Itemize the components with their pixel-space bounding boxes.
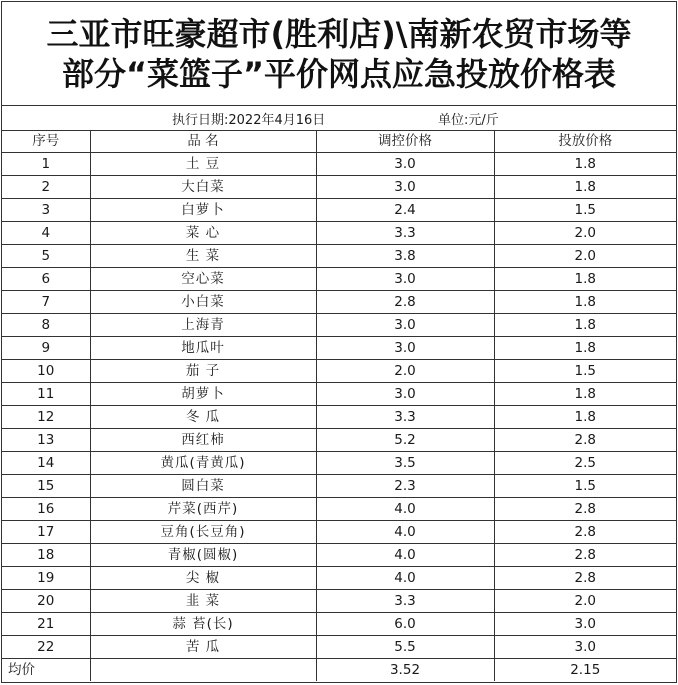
table-row <box>2 291 676 314</box>
price-table <box>2 131 676 681</box>
row-name: 白萝卜 <box>90 199 316 222</box>
table-row <box>2 429 676 452</box>
row-release-price: 1.5 <box>494 199 676 222</box>
row-index: 16 <box>2 498 90 521</box>
table-row <box>2 199 676 222</box>
table-row <box>2 153 676 176</box>
row-release-price: 2.8 <box>494 498 676 521</box>
row-index: 11 <box>2 383 90 406</box>
row-release-price: 2.0 <box>494 245 676 268</box>
average-row <box>2 659 676 682</box>
table-row <box>2 636 676 659</box>
table-row <box>2 360 676 383</box>
row-release-price: 2.8 <box>494 521 676 544</box>
row-release-price: 1.8 <box>494 291 676 314</box>
row-name: 豆角(长豆角) <box>90 521 316 544</box>
table-row <box>2 222 676 245</box>
row-release-price: 2.0 <box>494 590 676 613</box>
row-release-price: 1.8 <box>494 176 676 199</box>
row-index: 1 <box>2 153 90 176</box>
row-control-price: 3.0 <box>316 176 494 199</box>
row-index: 2 <box>2 176 90 199</box>
row-name: 圆白菜 <box>90 475 316 498</box>
row-control-price: 2.4 <box>316 199 494 222</box>
row-control-price: 3.0 <box>316 337 494 360</box>
row-name: 茄 子 <box>90 360 316 383</box>
average-control-price: 3.52 <box>316 659 494 682</box>
row-release-price: 2.8 <box>494 429 676 452</box>
table-row <box>2 567 676 590</box>
row-control-price: 3.0 <box>316 268 494 291</box>
row-release-price: 1.8 <box>494 406 676 429</box>
table-row <box>2 544 676 567</box>
average-blank <box>90 659 316 682</box>
header-index: 序号 <box>2 131 90 153</box>
header-name: 品 名 <box>90 131 316 153</box>
row-name: 芹菜(西芹) <box>90 498 316 521</box>
row-control-price: 3.3 <box>316 406 494 429</box>
row-control-price: 3.3 <box>316 222 494 245</box>
row-control-price: 4.0 <box>316 498 494 521</box>
table-body <box>2 153 676 682</box>
row-release-price: 2.8 <box>494 567 676 590</box>
row-index: 19 <box>2 567 90 590</box>
table-header-row <box>2 131 676 153</box>
row-name: 小白菜 <box>90 291 316 314</box>
row-index: 4 <box>2 222 90 245</box>
row-name: 生 菜 <box>90 245 316 268</box>
meta-bar <box>2 106 676 131</box>
average-release-price: 2.15 <box>570 662 601 678</box>
row-control-price: 3.5 <box>316 452 494 475</box>
row-name: 空心菜 <box>90 268 316 291</box>
row-index: 9 <box>2 337 90 360</box>
row-index: 13 <box>2 429 90 452</box>
row-release-price: 1.5 <box>494 475 676 498</box>
row-name: 上海青 <box>90 314 316 337</box>
row-index: 20 <box>2 590 90 613</box>
row-release-price: 1.8 <box>494 337 676 360</box>
row-name: 黄瓜(青黄瓜) <box>90 452 316 475</box>
row-name: 尖 椒 <box>90 567 316 590</box>
row-index: 5 <box>2 245 90 268</box>
row-name: 韭 菜 <box>90 590 316 613</box>
unit-label: 单位:元/斤 <box>438 112 499 128</box>
row-release-price: 1.8 <box>494 383 676 406</box>
table-row <box>2 452 676 475</box>
row-index: 3 <box>2 199 90 222</box>
row-index: 15 <box>2 475 90 498</box>
row-index: 10 <box>2 360 90 383</box>
row-control-price: 3.0 <box>316 383 494 406</box>
row-release-price: 1.8 <box>494 314 676 337</box>
row-control-price: 3.8 <box>316 245 494 268</box>
row-control-price: 3.0 <box>316 153 494 176</box>
table-row <box>2 245 676 268</box>
row-control-price: 4.0 <box>316 521 494 544</box>
row-index: 6 <box>2 268 90 291</box>
table-row <box>2 521 676 544</box>
row-index: 14 <box>2 452 90 475</box>
table-row <box>2 314 676 337</box>
title-line-2: 部分“菜篮子”平价网点应急投放价格表 <box>61 54 617 93</box>
row-name: 胡萝卜 <box>90 383 316 406</box>
row-control-price: 5.5 <box>316 636 494 659</box>
table-row <box>2 383 676 406</box>
row-index: 17 <box>2 521 90 544</box>
row-release-price: 2.0 <box>494 222 676 245</box>
row-name: 蒜 苔(长) <box>90 613 316 636</box>
table-row <box>2 498 676 521</box>
row-index: 8 <box>2 314 90 337</box>
title-line-1: 三亚市旺豪超市(胜利店)\南新农贸市场等 <box>46 14 632 53</box>
row-name: 土 豆 <box>90 153 316 176</box>
table-row <box>2 590 676 613</box>
row-name: 大白菜 <box>90 176 316 199</box>
row-control-price: 3.0 <box>316 314 494 337</box>
row-control-price: 2.8 <box>316 291 494 314</box>
row-index: 18 <box>2 544 90 567</box>
header-release-price: 投放价格 <box>494 131 676 153</box>
table-row <box>2 475 676 498</box>
document-title <box>2 2 676 106</box>
row-name: 冬 瓜 <box>90 406 316 429</box>
execution-date: 执行日期:2022年4月16日 <box>172 112 326 128</box>
header-control-price: 调控价格 <box>316 131 494 153</box>
row-release-price: 3.0 <box>494 636 676 659</box>
row-release-price: 2.8 <box>494 544 676 567</box>
row-control-price: 3.3 <box>316 590 494 613</box>
row-release-price: 1.8 <box>494 268 676 291</box>
row-name: 菜 心 <box>90 222 316 245</box>
table-row <box>2 176 676 199</box>
row-control-price: 4.0 <box>316 567 494 590</box>
row-name: 苦 瓜 <box>90 636 316 659</box>
row-control-price: 6.0 <box>316 613 494 636</box>
price-sheet <box>1 1 677 683</box>
row-control-price: 2.3 <box>316 475 494 498</box>
row-release-price: 1.5 <box>494 360 676 383</box>
table-row <box>2 337 676 360</box>
row-control-price: 5.2 <box>316 429 494 452</box>
row-release-price: 1.8 <box>494 153 676 176</box>
average-label: 均价 <box>2 659 90 682</box>
row-control-price: 2.0 <box>316 360 494 383</box>
row-name: 地瓜叶 <box>90 337 316 360</box>
row-index: 7 <box>2 291 90 314</box>
row-index: 21 <box>2 613 90 636</box>
row-release-price: 2.5 <box>494 452 676 475</box>
row-index: 22 <box>2 636 90 659</box>
table-row <box>2 613 676 636</box>
table-row <box>2 268 676 291</box>
row-control-price: 4.0 <box>316 544 494 567</box>
row-index: 12 <box>2 406 90 429</box>
row-name: 青椒(圆椒) <box>90 544 316 567</box>
row-release-price: 3.0 <box>494 613 676 636</box>
row-name: 西红柿 <box>90 429 316 452</box>
table-row <box>2 406 676 429</box>
